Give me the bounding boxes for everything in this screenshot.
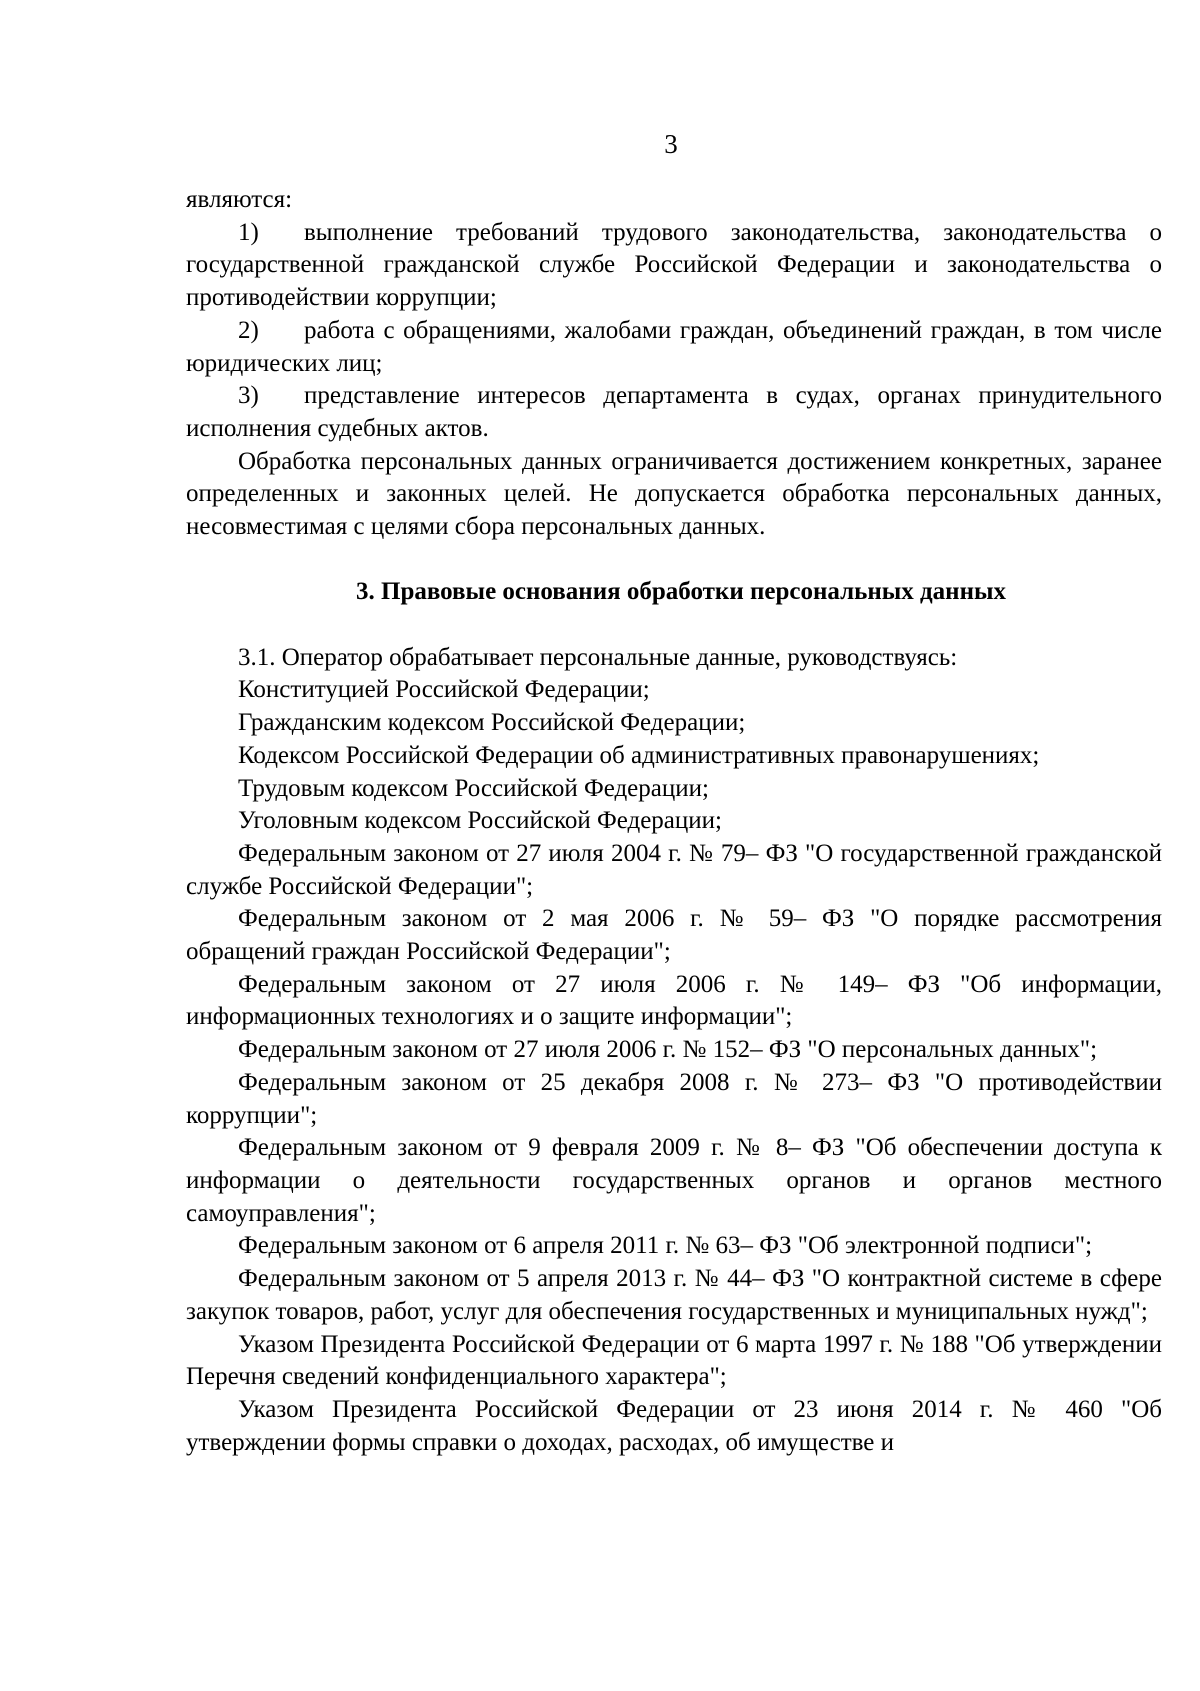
purpose-text-3: представление интересов департамента в судах, органах принудительного исполнения судебных актов. [186, 382, 1162, 442]
purpose-item-1 [186, 217, 1162, 315]
legal-basis-decree-188: Указом Президента Российской Федерации от 6 марта 1997 г. № 188 "Об утверждении Перечня сведений конфиденциального характера"; [186, 1330, 1162, 1391]
spacer [186, 544, 1162, 576]
purpose-text-2: работа с обращениями, жалобами граждан, объединений граждан, в том числе юридических лиц; [186, 316, 1162, 377]
legal-basis-law-152: Федеральным законом от 27 июля 2006 г. № 152– ФЗ "О персональных данных"; [238, 1036, 1098, 1064]
legal-basis-law-273: Федеральным законом от 25 декабря 2008 г. № 273– ФЗ "О противодействии коррупции"; [186, 1068, 1162, 1129]
legal-basis-law-59: Федеральным законом от 2 мая 2006 г. № 59– ФЗ "О порядке рассмотрения обращений граждан Российской Федерации"; [186, 905, 1162, 966]
purpose-text-1: выполнение требований трудового законодательства, законодательства о государственной гражданской службе Российской Федерации и законодательства о противодействии коррупции; [186, 218, 1162, 312]
legal-basis-labor-code: Трудовым кодексом Российской Федерации; [238, 774, 709, 802]
purpose-number-3: 3) [238, 382, 259, 410]
clause-intro: 3.1. Оператор обрабатывает персональные данные, руководствуясь: [238, 643, 958, 671]
legal-basis-law-79: Федеральным законом от 27 июля 2004 г. № 79– ФЗ "О государственной гражданской службе Российской Федерации"; [186, 839, 1162, 900]
purpose-item-3 [186, 380, 1162, 445]
legal-basis-law-63: Федеральным законом от 6 апреля 2011 г. № 63– ФЗ "Об электронной подписи"; [238, 1232, 1093, 1260]
purpose-number-2: 2) [238, 316, 259, 344]
intro-line: являются: [186, 186, 293, 213]
legal-basis-constitution: Конституцией Российской Федерации; [238, 676, 650, 704]
limitation-paragraph: Обработка персональных данных ограничивается достижением конкретных, заранее определенных и законных целей. Не допускается обработка персональных данных, несовместимая с целями сбора персональных данных. [186, 447, 1162, 541]
legal-basis-law-44: Федеральным законом от 5 апреля 2013 г. № 44– ФЗ "О контрактной системе в сфере закупок товаров, работ, услуг для обеспечения государственных и муниципальных нужд"; [186, 1265, 1162, 1325]
document-body [186, 184, 1162, 1459]
legal-basis-criminal-code: Уголовным кодексом Российской Федерации; [238, 807, 722, 835]
purpose-number-1: 1) [238, 218, 259, 246]
legal-basis-decree-460: Указом Президента Российской Федерации от 23 июня 2014 г. № 460 "Об утверждении формы справки о доходах, расходах, об имуществе и [186, 1395, 1162, 1456]
section-heading: 3. Правовые основания обработки персональных данных [356, 577, 1006, 605]
legal-basis-administrative-code: Кодексом Российской Федерации об административных правонарушениях; [238, 741, 1040, 769]
legal-basis-law-149: Федеральным законом от 27 июля 2006 г. № 149– ФЗ "Об информации, информационных технологиях и о защите информации"; [186, 970, 1162, 1031]
legal-basis-civil-code: Гражданским кодексом Российской Федерации; [238, 709, 746, 737]
spacer [186, 608, 1162, 642]
purpose-item-2 [186, 315, 1162, 380]
page-number: 3 [664, 129, 678, 159]
legal-basis-law-8: Федеральным законом от 9 февраля 2009 г. № 8– ФЗ "Об обеспечении доступа к информации о деятельности государственных органов и органов местного самоуправления"; [186, 1134, 1162, 1227]
